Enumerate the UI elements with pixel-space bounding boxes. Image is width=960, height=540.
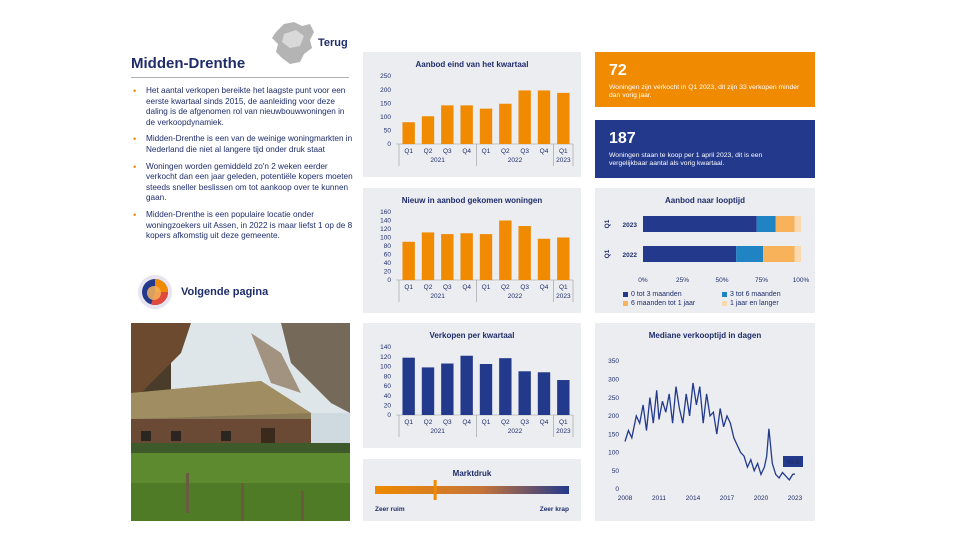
farmhouse-photo xyxy=(131,323,350,521)
x-tick-label: Q1 xyxy=(558,419,568,426)
y-tick-label: 0 xyxy=(615,486,619,494)
bar xyxy=(518,371,530,415)
x-tick-label: Q1 xyxy=(404,284,414,291)
y-tick-label: 140 xyxy=(380,344,391,352)
next-page-button[interactable] xyxy=(137,273,287,311)
x-tick-label: Q4 xyxy=(539,284,549,291)
stacked-segment xyxy=(736,246,763,262)
bullet-item: • Woningen worden gemiddeld zo'n 2 weken eerder verkocht dan een jaar geleden, potentiële kopers moeten steeds sneller beslissen om tot aankoop over te kunnen gaan. xyxy=(131,162,353,204)
bullet-item: • Midden-Drenthe is een van de weinige woningmarkten in Nederland die niet al langere tijd onder druk staat xyxy=(131,134,353,155)
stacked-segment xyxy=(795,246,801,262)
x-tick-label: Q2 xyxy=(500,148,510,155)
y-tick-label: 120 xyxy=(380,353,391,361)
legend-item xyxy=(623,291,682,298)
x-tick-label: Q4 xyxy=(539,419,549,426)
x-tick-label: Q2 xyxy=(423,284,433,291)
x-tick-label: 25% xyxy=(675,277,690,284)
pie-chart-icon xyxy=(137,274,173,310)
sold-stat-number: 72 xyxy=(609,62,627,79)
x-tick-label: Q2 xyxy=(500,419,510,426)
for-sale-stat-text: Woningen staan te koop per 1 april 2023, dit is een vergelijkbaar aantal als vorig kwartaal. xyxy=(609,152,763,168)
sold-stat-text: Woningen zijn verkocht in Q1 2023, dit zijn 33 verkopen minder dan vorig jaar. xyxy=(609,84,800,100)
x-tick-label: Q1 xyxy=(404,148,414,155)
x-tick-label: 2011 xyxy=(652,495,666,502)
legend-label: 0 tot 3 maanden xyxy=(631,291,682,298)
bar xyxy=(441,364,453,415)
x-tick-label: 0% xyxy=(638,277,648,284)
for-sale-stat-card xyxy=(595,120,815,178)
y-tick-label: 100 xyxy=(380,363,391,371)
bullet-list xyxy=(131,86,353,248)
y-tick-label: 60 xyxy=(383,383,391,391)
bar xyxy=(460,105,472,144)
bar xyxy=(422,116,434,144)
y-category-label: 2023 xyxy=(622,222,637,229)
chart-median-time-title: Mediane verkooptijd in dagen xyxy=(648,331,762,340)
market-pressure-right-label: Zeer krap xyxy=(539,506,569,513)
x-tick-label: 2017 xyxy=(719,495,735,502)
chart-supply-panel xyxy=(363,52,581,177)
y-tick-label: 160 xyxy=(380,209,391,217)
x-tick-label: Q2 xyxy=(500,284,510,291)
x-group-label: 2023 xyxy=(556,428,571,435)
bar xyxy=(422,367,434,415)
bar xyxy=(402,358,414,415)
x-tick-label: 75% xyxy=(754,277,769,284)
x-tick-label: Q1 xyxy=(481,419,491,426)
x-tick-label: Q3 xyxy=(442,148,452,155)
x-tick-label: Q3 xyxy=(520,419,530,426)
series-line xyxy=(625,383,795,480)
x-tick-label: 50% xyxy=(715,277,729,284)
x-group-label: 2021 xyxy=(430,428,445,435)
title-divider xyxy=(131,77,349,78)
bar xyxy=(441,105,453,144)
x-group-label: 2023 xyxy=(556,157,571,164)
bar xyxy=(460,356,472,415)
y-tick-label: 150 xyxy=(380,100,391,108)
gauge-marker xyxy=(434,480,437,500)
bar xyxy=(538,239,550,280)
x-tick-label: 2014 xyxy=(685,495,701,502)
x-tick-label: Q4 xyxy=(539,148,549,155)
y-tick-label: 200 xyxy=(380,86,391,94)
bar xyxy=(518,90,530,144)
x-tick-label: Q2 xyxy=(423,148,433,155)
bar xyxy=(557,93,569,144)
legend-swatch xyxy=(722,292,727,297)
x-tick-label: Q4 xyxy=(462,284,472,291)
chart-new-supply xyxy=(363,188,581,313)
market-pressure-left-label: Zeer ruim xyxy=(375,506,405,513)
y-category-label: 2022 xyxy=(622,252,637,259)
y-tick-label: 20 xyxy=(383,268,391,276)
chart-sales-panel xyxy=(363,323,581,448)
x-tick-label: Q2 xyxy=(423,419,433,426)
stacked-segment xyxy=(763,246,795,262)
chart-duration-title: Aanbod naar looptijd xyxy=(665,196,745,205)
legend-item xyxy=(722,291,781,298)
bar xyxy=(557,238,569,281)
y-tick-label: 40 xyxy=(383,260,391,268)
chart-median-time xyxy=(595,323,815,521)
for-sale-stat-number: 187 xyxy=(609,130,636,147)
x-tick-label: 2020 xyxy=(753,495,769,502)
x-tick-label: Q1 xyxy=(558,148,568,155)
y-tick-label: 50 xyxy=(611,467,619,475)
x-tick-label: Q4 xyxy=(462,148,472,155)
stacked-segment xyxy=(643,216,757,232)
y-tick-label: 0 xyxy=(387,412,391,420)
legend-swatch xyxy=(623,301,628,306)
chart-sales-title: Verkopen per kwartaal xyxy=(429,331,515,340)
x-tick-label: 2008 xyxy=(617,495,633,502)
y-tick-label: 80 xyxy=(383,373,391,381)
bar xyxy=(480,109,492,144)
gauge-bar xyxy=(375,486,569,494)
y-tick-label: 0 xyxy=(387,141,391,149)
y-tick-label: 60 xyxy=(383,251,391,259)
y-tick-label: 120 xyxy=(380,226,391,234)
legend-swatch xyxy=(623,292,628,297)
x-group-label: 2021 xyxy=(430,293,445,300)
bar xyxy=(480,234,492,280)
legend-item xyxy=(623,300,695,307)
bar xyxy=(538,90,550,144)
x-tick-label: Q1 xyxy=(404,419,414,426)
bar xyxy=(402,242,414,280)
legend-label: 3 tot 6 maanden xyxy=(730,291,781,298)
market-pressure-panel xyxy=(363,459,581,521)
bar xyxy=(441,234,453,280)
chart-sales xyxy=(363,323,581,448)
x-tick-label: Q3 xyxy=(442,284,452,291)
y-tick-label: 40 xyxy=(383,392,391,400)
legend-item xyxy=(722,300,779,307)
bar xyxy=(538,372,550,415)
y-tick-label: 250 xyxy=(380,73,391,81)
market-pressure-title: Marktdruk xyxy=(452,469,492,478)
back-link[interactable]: Terug xyxy=(318,37,348,49)
legend-label: 1 jaar en langer xyxy=(730,300,779,307)
y-tick-label: 200 xyxy=(608,413,619,421)
bar xyxy=(518,226,530,280)
x-group-label: 2021 xyxy=(430,157,445,164)
chart-duration-panel xyxy=(595,188,815,313)
x-tick-label: Q4 xyxy=(462,419,472,426)
y-tick-label: 250 xyxy=(608,394,619,402)
bar xyxy=(499,104,511,144)
bar xyxy=(402,122,414,144)
y-tick-label: 50 xyxy=(383,127,391,135)
legend-swatch xyxy=(722,301,727,306)
chart-supply xyxy=(363,52,581,177)
bar xyxy=(460,233,472,280)
chart-supply-title: Aanbod eind van het kwartaal xyxy=(415,60,529,69)
chart-new-supply-panel xyxy=(363,188,581,313)
bullet-item: • Midden-Drenthe is een populaire locatie onder woningzoekers uit Assen, in 2022 is maar liefst 1 op de 8 kopers afkomstig uit deze gemeente. xyxy=(131,210,353,242)
stacked-segment xyxy=(757,216,776,232)
stacked-segment xyxy=(795,216,801,232)
x-group-label: 2022 xyxy=(507,293,523,300)
chart-new-supply-title: Nieuw in aanbod gekomen woningen xyxy=(401,196,543,205)
y-group-label: Q1 xyxy=(604,249,611,259)
page-title: Midden-Drenthe xyxy=(131,55,246,72)
bar xyxy=(480,364,492,415)
bar xyxy=(422,232,434,280)
sold-stat-card xyxy=(595,52,815,107)
bar xyxy=(499,358,511,415)
next-page-label: Volgende pagina xyxy=(181,286,269,298)
bullet-item: • Het aantal verkopen bereikte het laagste punt voor een eerste kwartaal sinds 2015, de aanleiding voor deze daling is de afgenomen rol van nieuwbouwwoningen in de verkoopdynamiek. xyxy=(131,86,353,128)
stacked-segment xyxy=(776,216,795,232)
y-tick-label: 140 xyxy=(380,217,391,225)
stacked-segment xyxy=(643,246,736,262)
x-group-label: 2022 xyxy=(507,157,523,164)
x-tick-label: Q3 xyxy=(442,419,452,426)
y-tick-label: 350 xyxy=(608,358,619,366)
y-tick-label: 80 xyxy=(383,243,391,251)
x-tick-label: Q1 xyxy=(558,284,568,291)
x-tick-label: Q3 xyxy=(520,284,530,291)
y-tick-label: 100 xyxy=(380,114,391,121)
y-tick-label: 300 xyxy=(608,376,619,384)
bar xyxy=(557,380,569,415)
x-group-label: 2022 xyxy=(507,428,523,435)
x-tick-label: 100% xyxy=(792,277,810,284)
x-tick-label: 2023 xyxy=(787,495,803,502)
y-group-label: Q1 xyxy=(604,219,611,229)
annotation-label: 40.8 xyxy=(786,459,800,467)
y-tick-label: 0 xyxy=(387,277,391,285)
y-tick-label: 100 xyxy=(380,234,391,242)
y-tick-label: 20 xyxy=(383,402,391,410)
x-tick-label: Q1 xyxy=(481,284,491,291)
legend-label: 6 maanden tot 1 jaar xyxy=(631,300,696,307)
y-tick-label: 150 xyxy=(608,431,619,439)
region-map-icon xyxy=(270,18,316,68)
y-tick-label: 100 xyxy=(608,449,619,457)
x-tick-label: Q3 xyxy=(520,148,530,155)
x-group-label: 2023 xyxy=(556,293,571,300)
bar xyxy=(499,221,511,281)
x-tick-label: Q1 xyxy=(481,148,491,155)
chart-median-time-panel xyxy=(595,323,815,521)
